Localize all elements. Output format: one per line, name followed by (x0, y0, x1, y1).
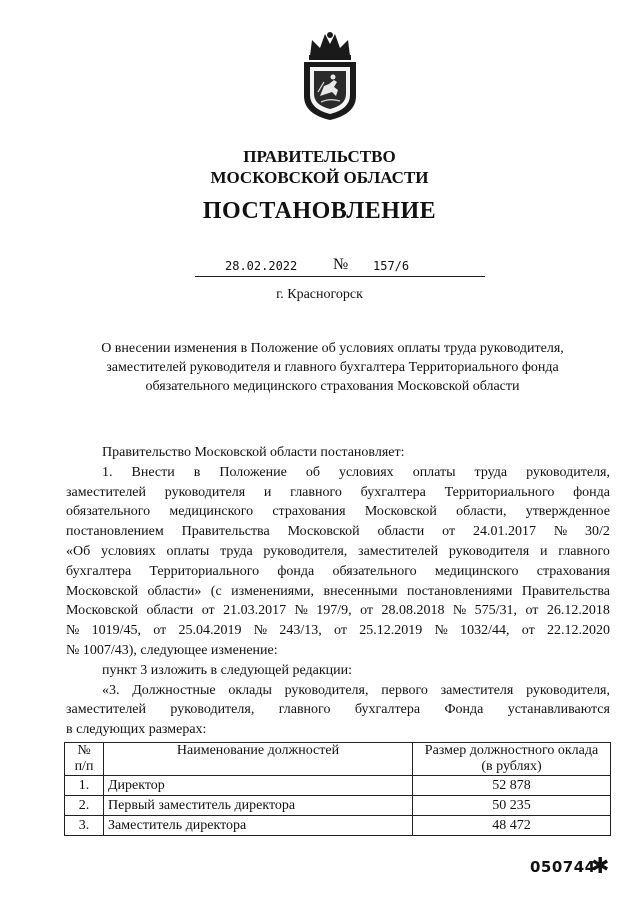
word: страхования (272, 504, 346, 520)
paragraph-1 (66, 463, 610, 641)
word: № (553, 524, 568, 540)
row-salary: 52 878 (413, 776, 611, 796)
word: условиях (338, 464, 394, 480)
word: и (263, 484, 272, 500)
word: Правительства (521, 583, 610, 599)
document-body (66, 443, 610, 740)
moscow-region-coat-of-arms-icon (296, 30, 364, 122)
justified-line (66, 483, 610, 503)
word: от (360, 603, 374, 619)
word: обязательного (332, 563, 417, 579)
justified-line (66, 582, 610, 602)
point-line: пункт 3 изложить в следующей редакции: (102, 662, 352, 678)
word: области» (147, 583, 202, 599)
city: г. Красногорск (276, 287, 363, 302)
row-no: 3. (65, 816, 104, 836)
serial-number: 050744 (530, 858, 596, 876)
word: и (539, 543, 548, 559)
subject-line: обязательного медицинского страхования Московской области (145, 379, 520, 394)
word: медицинского (169, 504, 254, 520)
word: от (442, 524, 456, 540)
table-header-row (65, 743, 611, 776)
issuer-line-2: МОСКОВСКОЙ ОБЛАСТИ (210, 168, 429, 187)
star-mark: ✱ (591, 854, 610, 879)
subject-line: О внесении изменения в Положение об условиях оплаты труда руководителя, (101, 341, 564, 356)
word: Положение (219, 464, 287, 480)
document-number: 157/6 (373, 259, 410, 273)
header-position: Наименование должностей (104, 743, 413, 776)
word: оплаты (412, 464, 456, 480)
word: обязательного (66, 504, 151, 520)
document-date: 28.02.2022 (225, 259, 298, 273)
quote-paragraph (66, 681, 610, 721)
word: постановлением (66, 524, 164, 540)
word: 28.08.2018 (381, 603, 445, 619)
header-no-line-1: № (77, 743, 91, 758)
word: 22.12.2020 (546, 623, 610, 639)
word: Внести (131, 464, 175, 480)
header-salary-line-1: Размер должностного оклада (424, 743, 599, 758)
word: 26.12.2018 (546, 603, 610, 619)
word: фонда (573, 484, 610, 500)
word: 243/13, (279, 623, 322, 639)
word: бухгалтера (354, 702, 421, 718)
word: заместителей (358, 543, 439, 559)
paragraph-1-last-line: № 1007/43), следующее изменение: (66, 642, 278, 658)
number-label: № (333, 256, 349, 273)
word: внесенными (323, 583, 398, 599)
word: утвержденное (525, 504, 610, 520)
word: Московской (364, 504, 437, 520)
word: Правительства (181, 524, 270, 540)
word: оклады (228, 682, 272, 698)
word: 575/31, (474, 603, 518, 619)
justified-line (66, 700, 610, 720)
date-number-line (195, 258, 485, 277)
word: от (334, 623, 347, 639)
word: Должностные (132, 682, 216, 698)
justified-line (66, 621, 610, 641)
word: от (525, 603, 539, 619)
word: Фонда (444, 702, 484, 718)
word: руководителя, (526, 682, 610, 698)
salary-table (64, 742, 611, 836)
word: 25.12.2019 (359, 623, 423, 639)
word: 1032/44, (460, 623, 510, 639)
word: условиях (100, 543, 156, 559)
justified-line (66, 522, 610, 542)
word: № (434, 623, 448, 639)
word: труда (474, 464, 508, 480)
word: № (452, 603, 467, 619)
word: главного (290, 484, 342, 500)
document-subject (70, 339, 595, 396)
word: «Об (66, 543, 91, 559)
word: постановлениями (406, 583, 513, 599)
document-kind: ПОСТАНОВЛЕНИЕ (202, 198, 437, 224)
row-no: 1. (65, 776, 104, 796)
word: заместителей (66, 702, 147, 718)
word: № (66, 623, 80, 639)
table-row (65, 776, 611, 796)
table-row (65, 816, 611, 836)
issuer-title (0, 146, 639, 188)
word: 1019/45, (91, 623, 142, 639)
word: № (253, 623, 268, 639)
word: 24.01.2017 (472, 524, 536, 540)
row-position: Заместитель директора (104, 816, 413, 836)
word: руководителя, (263, 543, 348, 559)
row-no: 2. (65, 796, 104, 816)
word: Территориального (444, 484, 555, 500)
justified-line (66, 463, 610, 483)
word: «3. (102, 682, 120, 698)
word: труда (220, 543, 253, 559)
word: 25.04.2019 (178, 623, 242, 639)
word: области (146, 603, 194, 619)
table-row (65, 796, 611, 816)
justified-line (66, 601, 610, 621)
subject-line: заместителей руководителя и главного бухгалтера Территориального фонда (106, 360, 559, 375)
word: руководителя (164, 484, 246, 500)
word: (с (210, 583, 222, 599)
justified-line (66, 502, 610, 522)
word: заместителя (440, 682, 514, 698)
justified-line (66, 681, 610, 701)
row-salary: 48 472 (413, 816, 611, 836)
word: в (193, 464, 201, 480)
word: от (521, 623, 535, 639)
word: об (305, 464, 320, 480)
word: бухгалтера (66, 563, 132, 579)
word: Территориального (149, 563, 260, 579)
word: Московской (287, 524, 360, 540)
word: Московской (66, 583, 139, 599)
word: оплаты (166, 543, 210, 559)
word: № (294, 603, 308, 619)
justified-line (66, 562, 610, 582)
header-salary-line-2: (в рублях) (481, 759, 542, 774)
row-position: Первый заместитель директора (104, 796, 413, 816)
word: фонда (277, 563, 315, 579)
word: страхования (536, 563, 610, 579)
word: главного (558, 543, 610, 559)
word: главного (278, 702, 331, 718)
word: от (201, 603, 215, 619)
header-no (65, 743, 104, 776)
word: области (377, 524, 425, 540)
word: руководителя, (170, 702, 255, 718)
word: руководителя, (284, 682, 369, 698)
word: заместителей (66, 484, 147, 500)
word: бухгалтера (360, 484, 426, 500)
word: области, (456, 504, 507, 520)
header-no-line-2: п/п (74, 759, 94, 774)
word: устанавливаются (507, 702, 610, 718)
word: 197/9, (316, 603, 352, 619)
header-salary (413, 743, 611, 776)
word: руководителя (448, 543, 530, 559)
word: изменениями, (231, 583, 315, 599)
row-salary: 50 235 (413, 796, 611, 816)
word: от (153, 623, 167, 639)
issuer-line-1: ПРАВИТЕЛЬСТВО (243, 147, 396, 166)
word: первого (381, 682, 428, 698)
row-position: Директор (104, 776, 413, 796)
word: медицинского (434, 563, 519, 579)
word: Московской (66, 603, 139, 619)
justified-line (66, 542, 610, 562)
word: 21.03.2017 (223, 603, 287, 619)
word: 30/2 (585, 524, 610, 540)
word: 1. (102, 464, 113, 480)
intro-line: Правительство Московской области постановляет: (102, 445, 405, 460)
quote-last-line: в следующих размерах: (66, 722, 207, 738)
word: руководителя, (526, 464, 610, 480)
